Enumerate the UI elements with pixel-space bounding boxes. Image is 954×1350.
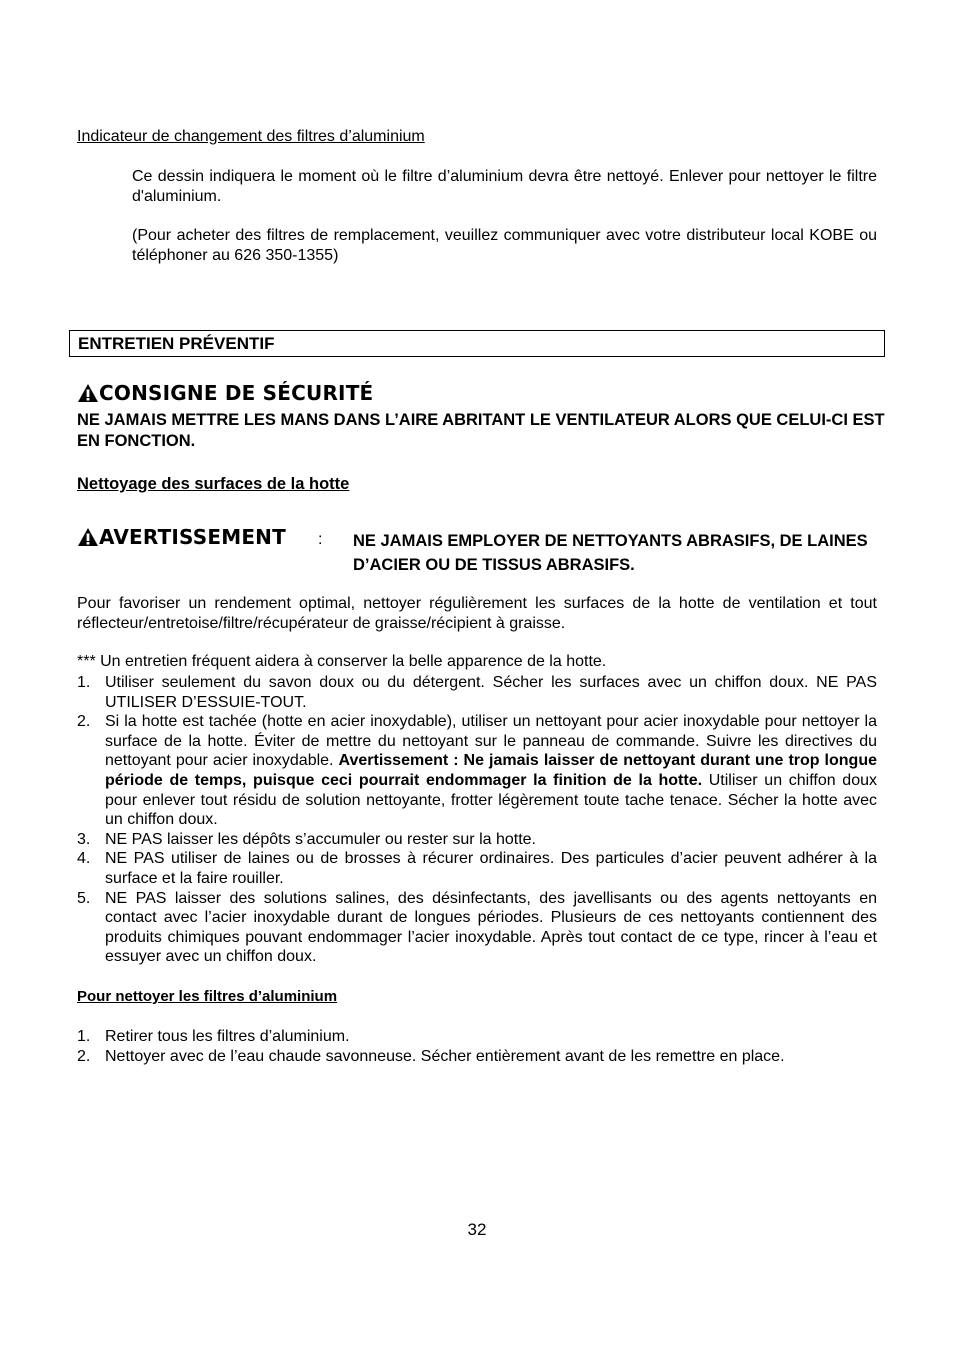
warning-colon: : — [318, 531, 323, 548]
filter-indicator-para-2: (Pour acheter des filtres de remplacement, veuillez communiquer avec votre distributeur local KOBE ou téléphoner au 626 350-1355) — [132, 227, 877, 264]
list-item: 2. Nettoyer avec de l’eau chaude savonneuse. Sécher entièrement avant de les remettre en place. — [77, 1047, 785, 1065]
surfaces-title: Nettoyage des surfaces de la hotte — [77, 475, 350, 493]
surfaces-intro: Pour favoriser un rendement optimal, nettoyer régulièrement les surfaces de la hotte de ventilation et tout réflecteur/entretoise/filtre/récupérateur de graisse/récipient à graisse. — [77, 595, 877, 632]
safety-title: CONSIGNE DE SÉCURITÉ — [99, 381, 374, 405]
page-number: 32 — [467, 1220, 487, 1239]
warning-triangle-icon — [77, 383, 99, 403]
list-item: 4. NE PAS utiliser de laines ou de brosses à récurer ordinaires. Des particules d’acier peuvent adhérer à la surface et la faire rouiller. — [77, 850, 877, 887]
filter-indicator-para-1: Ce dessin indiquera le moment où le filtre d’aluminium devra être nettoyé. Enlever pour nettoyer le filtre d'aluminium. — [132, 168, 877, 205]
list-item: 2. Si la hotte est tachée (hotte en acier inoxydable), utiliser un nettoyant pour acier inoxydable pour nettoyer la surface de la hotte. Éviter de mettre du nettoyant sur le panneau de commande. Suivre les directives du nettoyant pour acier inoxydable. Avertissement : Ne jamais laisser de nettoyant durant une trop longue période de temps, puisque ceci pourrait endommager la finition de la hotte. Utiliser un chiffon doux pour enlever tout résidu de solution nettoyante, frotter légèrement toute tache tenace. Sécher la hotte avec un chiffon doux. — [77, 713, 877, 829]
filters-list — [77, 1027, 877, 1066]
surfaces-list — [77, 673, 877, 967]
list-item: 3. NE PAS laisser les dépôts s’accumuler ou rester sur la hotte. — [77, 830, 536, 848]
list-item: 1. Retirer tous les filtres d’aluminium. — [77, 1028, 350, 1045]
safety-heading — [77, 381, 373, 405]
warning-heading — [77, 525, 286, 549]
warning-triangle-icon — [77, 527, 99, 547]
safety-text: NE JAMAIS METTRE LES MANS DANS L’AIRE ABRITANT LE VENTILATEUR ALORS QUE CELUI-CI EST EN FONCTION. — [77, 411, 885, 450]
list-item: 1. Utiliser seulement du savon doux ou du détergent. Sécher les surfaces avec un chiffon doux. NE PAS UTILISER D’ESSUIE-TOUT. — [77, 674, 877, 711]
filter-indicator-title: Indicateur de changement des filtres d’aluminium — [77, 128, 425, 145]
list-item: 5. NE PAS laisser des solutions salines, des désinfectants, des javellisants ou des agents nettoyants en contact avec l’acier inoxydable durant de longues périodes. Plusieurs de ces nettoyants contiennent des produits chimiques pouvant endommager l’acier inoxydable. Après tout contact de ce type, rincer à l’eau et essuyer avec un chiffon doux. — [77, 889, 877, 966]
surfaces-note: *** Un entretien fréquent aidera à conserver la belle apparence de la hotte. — [77, 653, 607, 670]
section-heading: ENTRETIEN PRÉVENTIF — [78, 334, 275, 353]
inline-warning: Avertissement : Ne jamais laisser de nettoyant durant une trop longue période de temps, puisque ceci pourrait endommager la finition de la hotte. — [105, 752, 877, 789]
section-heading-box — [69, 330, 885, 357]
warning-label: AVERTISSEMENT — [99, 525, 286, 549]
warning-text: NE JAMAIS EMPLOYER DE NETTOYANTS ABRASIFS, DE LAINES D’ACIER OU DE TISSUS ABRASIFS. — [353, 532, 868, 574]
filters-title: Pour nettoyer les filtres d’aluminium — [77, 988, 338, 1005]
